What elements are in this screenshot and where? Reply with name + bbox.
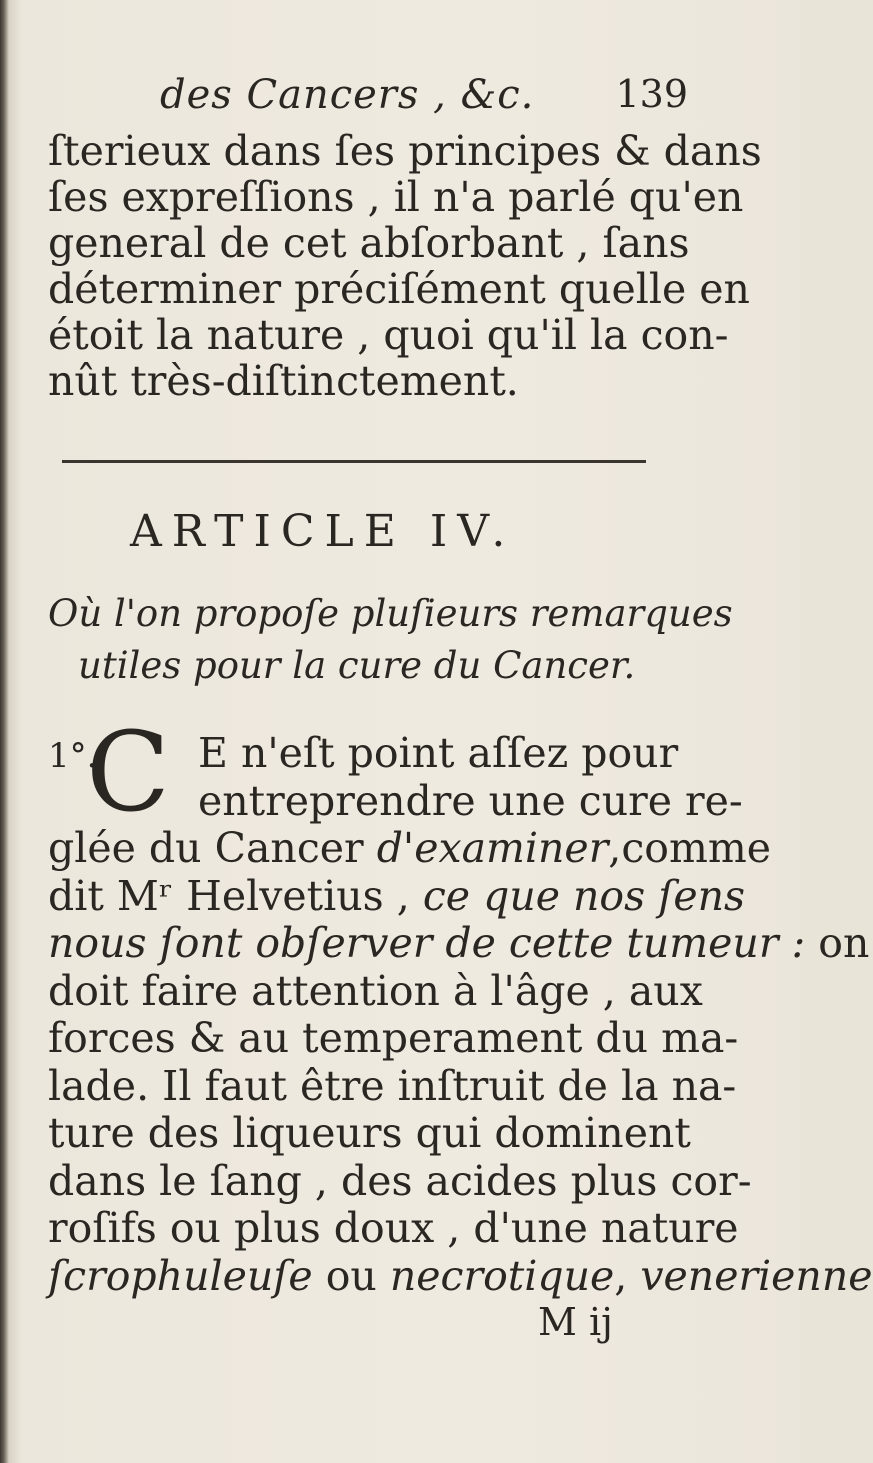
text-line <box>48 730 708 778</box>
subtitle-line: Où l'on propoſe pluſieurs remarques <box>48 592 733 635</box>
text-line <box>48 919 870 968</box>
text-line <box>48 824 771 873</box>
subtitle-line: utiles pour la cure du Cancer. <box>78 644 636 687</box>
article-heading: ARTICLE IV. <box>130 506 516 557</box>
text-line: doit faire attention à l'âge , aux <box>48 966 703 1015</box>
italic-text: d'examiner <box>376 824 609 872</box>
text-line: ture des liqueurs qui dominent <box>48 1109 691 1157</box>
line-text: , <box>614 1251 641 1300</box>
text-line: forces & au temperament du ma- <box>48 1014 739 1062</box>
line-text: glée du Cancer <box>48 824 377 872</box>
italic-text: nous ſont obſerver de cette tumeur : <box>48 919 806 967</box>
line-text: on <box>805 919 870 967</box>
text-line: entreprendre une cure re- <box>198 776 743 825</box>
body-text-before <box>48 127 762 405</box>
signature-mark: M ij <box>538 1300 613 1344</box>
line-text: ou <box>312 1251 390 1300</box>
section-divider <box>62 460 646 463</box>
text-line: general de cet abſorbant , ſans <box>48 219 690 267</box>
italic-text: ce que nos ſens <box>422 871 746 920</box>
line-text: ,comme <box>608 824 771 872</box>
italic-text: venerienne <box>640 1251 873 1300</box>
body-text-after <box>48 729 873 1300</box>
line-text: dit Mʳ Helvetius , <box>48 871 423 920</box>
italic-text: necrotique <box>389 1251 615 1300</box>
running-head: des Cancers , &c. <box>160 72 535 118</box>
text-line: étoit la nature , quoi qu'il la con- <box>48 311 729 359</box>
line-text: E n'eſt point aſſez pour <box>198 729 679 777</box>
text-line <box>48 871 746 921</box>
italic-text: ſcrophuleuſe <box>48 1251 313 1300</box>
page-header <box>160 72 700 122</box>
text-line: dans le ſang , des acides plus cor- <box>48 1156 752 1205</box>
text-line: lade. Il faut être inſtruit de la na- <box>48 1061 737 1110</box>
drop-cap: C <box>86 708 171 836</box>
text-line: roſifs ou plus doux , d'une nature <box>48 1204 739 1252</box>
text-line: ſes expreſſions , il n'a parlé qu'en <box>48 173 744 221</box>
page-number: 139 <box>615 72 688 116</box>
article-subtitle <box>48 588 733 692</box>
text-line: ſterieux dans ſes principes & dans <box>48 127 762 175</box>
paragraph-ordinal: 1°. <box>48 736 98 776</box>
text-line <box>48 1251 873 1301</box>
text-line: déterminer préciſément quelle en <box>48 265 750 313</box>
text-line: nût très-diſtinctement. <box>48 357 519 405</box>
